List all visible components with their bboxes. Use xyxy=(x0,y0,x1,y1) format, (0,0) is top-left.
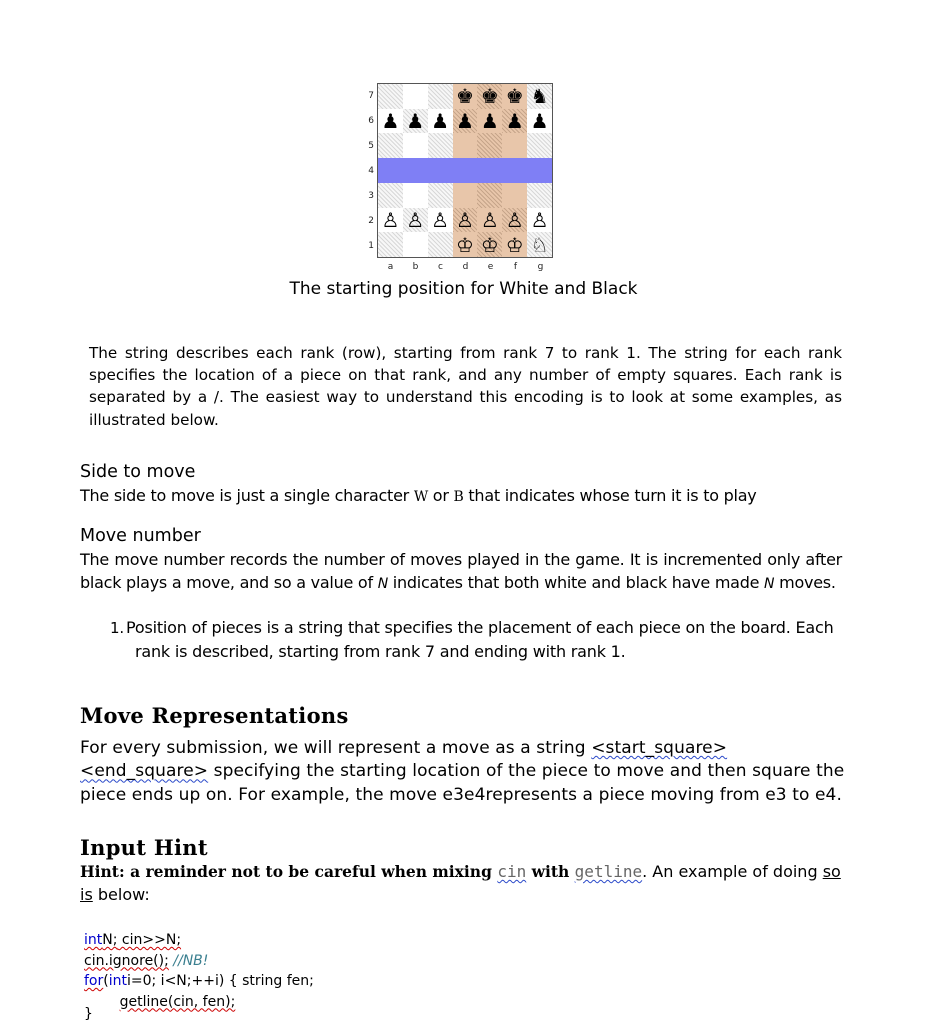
list-number: 1. xyxy=(110,619,124,637)
square-d6 xyxy=(453,109,478,134)
piece-a6: ♟ xyxy=(381,109,400,134)
piece-f2: ♙ xyxy=(505,207,524,232)
file-label-b: b xyxy=(412,262,419,272)
square-e7 xyxy=(477,84,502,109)
code-closing-brace: } xyxy=(84,1006,93,1022)
move-representations-heading: Move Representations xyxy=(80,703,349,728)
square-c3 xyxy=(428,183,453,208)
square-a2 xyxy=(378,208,403,233)
side-to-move-paragraph: The side to move is just a single character W or B that indicates whose turn it is to play xyxy=(80,486,757,505)
rank-label-2: 2 xyxy=(368,216,374,226)
piece-a2: ♙ xyxy=(381,207,400,232)
piece-f7: ♚ xyxy=(505,84,524,109)
code-line-3: for(inti=0; i<N;++i) { string fen; xyxy=(84,973,314,989)
move-representations-paragraph: For every submission, we will represent a move as a string <start_square><end_square> specifying the starting location of the piece to move and then square the piece ends up on. For example, the move e3e4represents a piece moving from e3 to e4. xyxy=(80,738,845,805)
square-d1 xyxy=(453,232,478,257)
rank-label-7: 7 xyxy=(368,91,374,101)
square-g1 xyxy=(527,232,552,257)
square-a3 xyxy=(378,183,403,208)
piece-d6: ♟ xyxy=(456,109,474,134)
piece-e6: ♟ xyxy=(480,109,499,134)
square-f6 xyxy=(502,109,527,134)
square-b7 xyxy=(403,84,428,109)
piece-e1: ♔ xyxy=(480,232,499,257)
piece-g7: ♞ xyxy=(530,84,549,109)
piece-g2: ♙ xyxy=(530,207,549,232)
side-to-move-heading: Side to move xyxy=(80,462,196,482)
square-b3 xyxy=(403,183,428,208)
piece-e7: ♚ xyxy=(480,84,499,109)
square-a4 xyxy=(378,158,403,183)
square-g6 xyxy=(527,109,552,134)
code-block xyxy=(84,930,314,1012)
rank-label-5: 5 xyxy=(368,141,374,151)
square-f5 xyxy=(502,133,527,158)
file-label-a: a xyxy=(387,262,394,272)
square-d7 xyxy=(453,84,478,109)
piece-c2: ♙ xyxy=(431,207,450,232)
piece-d7: ♚ xyxy=(456,84,474,109)
chess-board xyxy=(377,83,553,258)
square-b6 xyxy=(403,109,428,134)
piece-e2: ♙ xyxy=(480,207,499,232)
square-d4 xyxy=(453,158,478,183)
square-e2 xyxy=(477,208,502,233)
square-g5 xyxy=(527,133,552,158)
code-line-2: cin.ignore(); //NB! xyxy=(84,952,209,969)
square-a6 xyxy=(378,109,403,134)
square-g3 xyxy=(527,183,552,208)
square-c5 xyxy=(428,133,453,158)
square-b2 xyxy=(403,208,428,233)
chess-board-figure xyxy=(362,82,562,276)
input-hint-paragraph: Hint: a reminder not to be careful when mixing cin with getline. An example of doing so is below: xyxy=(80,862,841,904)
rank-label-4: 4 xyxy=(368,166,374,176)
square-g7 xyxy=(527,84,552,109)
square-e5 xyxy=(477,133,502,158)
file-label-g: g xyxy=(537,262,544,272)
file-label-d: d xyxy=(462,262,469,272)
figure-caption: The starting position for White and Black xyxy=(289,279,638,299)
file-label-e: e xyxy=(487,262,494,272)
position-list-item: 1. Position of pieces is a string that specifies the placement of each piece on the board. Each rank is described, starting from rank 7 and ending with rank 1. xyxy=(110,618,834,661)
code-line-4: getline(cin, fen); xyxy=(119,993,236,1010)
rank-label-6: 6 xyxy=(368,116,374,126)
rank-label-3: 3 xyxy=(368,191,374,201)
piece-b2: ♙ xyxy=(406,207,425,232)
square-b4 xyxy=(403,158,428,183)
square-a1 xyxy=(378,232,403,257)
square-g4 xyxy=(527,158,552,183)
piece-f6: ♟ xyxy=(505,109,524,134)
move-number-paragraph: The move number records the number of moves played in the game. It is incremented only after black plays a move, and so a value of N indicates that both white and black have made N moves. xyxy=(80,550,842,592)
square-b5 xyxy=(403,133,428,158)
piece-g1: ♘ xyxy=(530,232,549,257)
square-d2 xyxy=(453,208,478,233)
square-e3 xyxy=(477,183,502,208)
square-c2 xyxy=(428,208,453,233)
square-c7 xyxy=(428,84,453,109)
square-c1 xyxy=(428,232,453,257)
square-d3 xyxy=(453,183,478,208)
piece-g6: ♟ xyxy=(530,109,549,134)
square-c4 xyxy=(428,158,453,183)
square-e6 xyxy=(477,109,502,134)
piece-d2: ♙ xyxy=(456,207,474,232)
input-hint-heading: Input Hint xyxy=(80,835,208,860)
square-f4 xyxy=(502,158,527,183)
square-e1 xyxy=(477,232,502,257)
square-e4 xyxy=(477,158,502,183)
code-line-1: intN; cin>>N; xyxy=(84,932,182,948)
square-f3 xyxy=(502,183,527,208)
rank-label-1: 1 xyxy=(368,241,374,251)
move-number-heading: Move number xyxy=(80,526,201,546)
square-f1 xyxy=(502,232,527,257)
square-b1 xyxy=(403,232,428,257)
encoding-paragraph: The string describes each rank (row), starting from rank 7 to rank 1. The string for each rank specifies the location of a piece on that rank, and any number of empty squares. Each rank is separated by a /. The easiest way to understand this encoding is to look at some examples, as illustrated below. xyxy=(89,344,842,429)
square-g2 xyxy=(527,208,552,233)
square-f2 xyxy=(502,208,527,233)
piece-d1: ♔ xyxy=(456,232,474,257)
square-a5 xyxy=(378,133,403,158)
piece-f1: ♔ xyxy=(505,232,524,257)
square-c6 xyxy=(428,109,453,134)
file-label-f: f xyxy=(513,262,518,272)
square-f7 xyxy=(502,84,527,109)
piece-b6: ♟ xyxy=(406,109,425,134)
square-a7 xyxy=(378,84,403,109)
square-d5 xyxy=(453,133,478,158)
file-label-c: c xyxy=(438,262,443,272)
piece-c6: ♟ xyxy=(431,109,450,134)
